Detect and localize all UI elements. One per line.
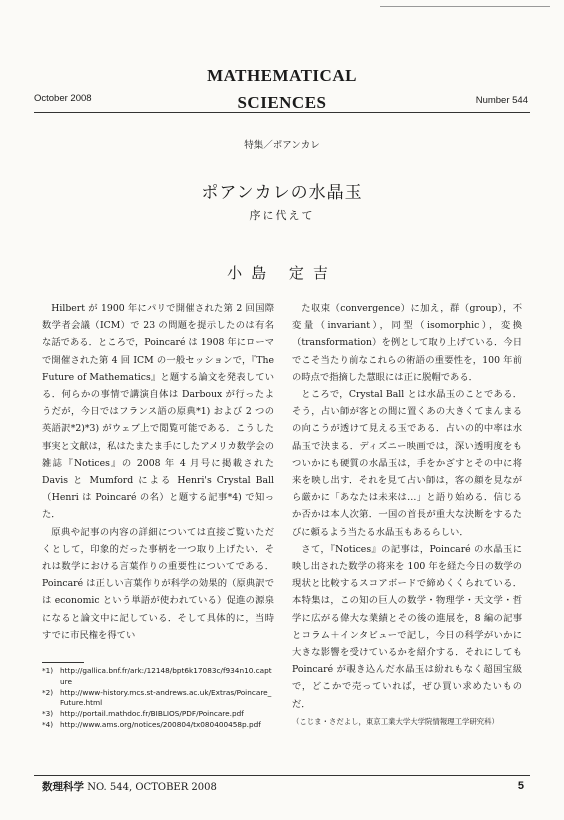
footnote-url[interactable]: http://gallica.bnf.fr/ark:/12148/bpt6k17083c/f934n10.capture	[60, 666, 272, 686]
footnote-mark: *1)	[42, 666, 54, 675]
footer-rule	[34, 775, 530, 776]
footnote-url[interactable]: http://www.ams.org/notices/200804/tx080400458p.pdf	[60, 719, 261, 729]
footnote-item	[42, 666, 274, 688]
footnotes	[42, 666, 274, 731]
author-name: 小島 定吉	[227, 264, 337, 282]
body-column-left	[42, 300, 274, 644]
body-paragraph: ところで，Crystal Ball とは水晶玉のことである．そう，占い師が客との間に置くあの大きくてまんまるの向こうが透けて見える玉である．占いの的中率は水晶玉で決まる．ディズニー映画では，深い透明度をもついかにも硬質の水晶玉は，手をかざすとその中に将来を映し出す．それを見て占い師は，客の顔を見ながら厳かに「あなたは未来は…」と語り始める．信じるか否かは本人次第．一国の首長が重大な決断をするたびに頼るよう当たる水晶玉もあるらしい．	[292, 389, 522, 538]
issue-number: Number 544	[475, 95, 528, 106]
article-title: ポアンカレの水晶玉	[201, 183, 363, 203]
footnote-item	[42, 709, 274, 720]
page-number: 5	[517, 780, 524, 792]
footnote-rule	[42, 662, 84, 663]
body-column-right	[292, 300, 522, 730]
header-rule	[34, 112, 530, 113]
article-subtitle: 序に代えて	[249, 209, 315, 222]
body-paragraph: た収束（convergence）に加え，群（group），不変量（invariant），同型（isomorphic），変換（transformation）を例として取り上げている．今日でこそ当たり前なこれらの術語の重要性を，100 年前の時点で指摘した慧眼には正に脱帽である．	[292, 303, 522, 383]
footer-journal-name: 数理科学	[42, 781, 84, 793]
body-paragraph: 原典や記事の内容の詳細については直接ご覧いただくとして，印象的だった事柄を一つ取り上げたい．それは数学における言葉作りの重要性についてである．Poincaré は正しい言葉作りが科学の効果的（原典訳では economic という単語が使われている）促進の源泉になると論文中に記している．そして具体的に，当時すでに市民権を得てい	[42, 526, 274, 641]
journal-title-line2: SCIENCES	[237, 93, 327, 112]
body-paragraph: さて，『Notices』の記事は，Poincaré の水晶玉に映し出された数学の将来を 100 年を経た今日の数学の現状と比較するスコアボードで締めくくられている．本特集は，この知の巨人の数学・物理学・天文学・哲学に広がる偉大な業績とその後の進展を，8 編の記事とコラム＋インタビューで記し，今日の科学がいかに大きな影響を受けているかを紹介する．それにしても Poincaré が覗き込んだ水晶玉は紛れもなく超国宝級で，どこかで売っていれば，ぜひ買い求めたいものだ．	[292, 543, 522, 710]
journal-title-line1: MATHEMATICAL	[207, 66, 357, 85]
special-feature-label: 特集／ポアンカレ	[244, 140, 320, 151]
journal-masthead	[0, 62, 564, 116]
body-paragraph: Hilbert が 1900 年にパリで開催された第 2 回国際数学者会議（ICM）で 23 の問題を提示したのは有名な話である．ところで，Poincaré は 1908 年にローマで開催された第 4 回 ICM の一般セッションで，『The Future of Mathematics』と題する論文を発表している．何らかの事情で講演自体は Darboux が行ったようだが，今日ではフランス語の原典*1) および 2 つの英語訳*2)*3) がウェブ上で閲覧可能である．こうした事実と文献は，私はたまたま手にしたアメリカ数学会の雑誌『Notices』の 2008 年 4 月号に掲載された Davis と Mumford による Henri's Crystal Ball（Henri は Poincaré の名）と題する記事*4) で知った．	[42, 303, 274, 521]
footer-issue: NO. 544, OCTOBER 2008	[87, 782, 217, 793]
footnote-item	[42, 720, 274, 731]
footnote-mark: *2)	[42, 687, 54, 697]
top-decorative-rule	[380, 6, 550, 7]
footnote-url[interactable]: http://portail.mathdoc.fr/BIBLIOS/PDF/Poincare.pdf	[60, 709, 244, 719]
footnote-item	[42, 688, 274, 710]
footer-journal-info	[42, 779, 217, 794]
author-affiliation: （こじま・さだよし，東京工業大学大学院情報理工学研究科）	[292, 716, 499, 726]
footnote-mark: *3)	[42, 709, 54, 719]
footnote-mark: *4)	[42, 719, 54, 729]
footnote-url[interactable]: http://www-history.mcs.st-andrews.ac.uk/Extras/Poincare_Future.html	[60, 687, 272, 708]
issue-date: October 2008	[34, 93, 92, 104]
